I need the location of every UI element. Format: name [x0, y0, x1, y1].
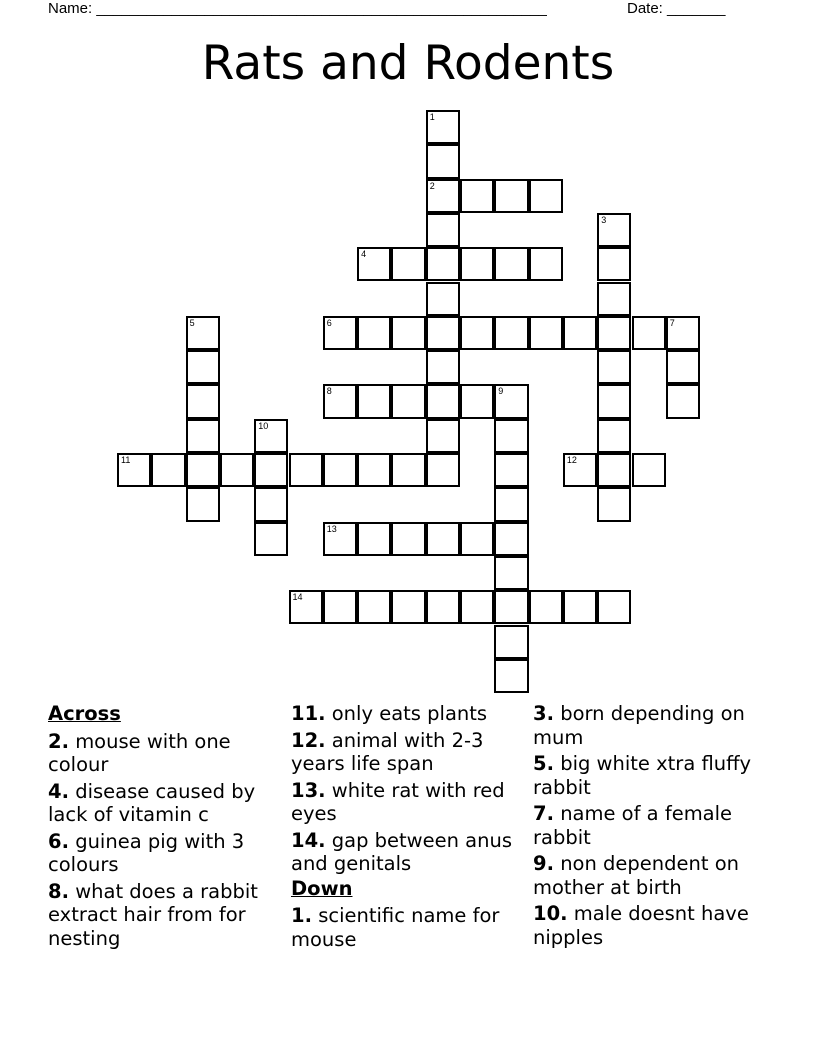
clue-number: 13	[326, 523, 337, 534]
clue-text: guinea pig with 3 colours	[48, 829, 245, 876]
clue-item	[291, 829, 531, 876]
grid-cell[interactable]	[220, 453, 254, 487]
across-heading: Across	[48, 702, 121, 725]
clue-item	[291, 779, 531, 826]
grid-cell[interactable]	[632, 453, 666, 487]
clue-item	[533, 802, 773, 849]
grid-cell[interactable]	[357, 453, 391, 487]
grid-cell[interactable]	[666, 384, 700, 418]
grid-cell[interactable]	[563, 316, 597, 350]
grid-cell[interactable]	[426, 110, 460, 144]
clue-item	[291, 702, 531, 726]
grid-cell[interactable]	[494, 625, 528, 659]
clue-num: 4.	[48, 779, 69, 803]
grid-cell[interactable]	[494, 179, 528, 213]
grid-cell[interactable]	[323, 522, 357, 556]
clue-number: 7	[669, 317, 675, 328]
grid-cell[interactable]	[494, 384, 528, 418]
grid-cell[interactable]	[391, 590, 425, 624]
grid-cell[interactable]	[666, 350, 700, 384]
name-field[interactable]: Name: ______________________________________________________	[48, 0, 547, 17]
grid-cell[interactable]	[254, 487, 288, 521]
clue-item	[48, 880, 288, 951]
clue-num: 9.	[533, 852, 554, 875]
grid-cell[interactable]	[391, 522, 425, 556]
grid-cell[interactable]	[357, 247, 391, 281]
grid-cell[interactable]	[186, 316, 220, 350]
clue-text: name of a female rabbit	[533, 802, 733, 849]
grid-cell[interactable]	[391, 453, 425, 487]
grid-cell[interactable]	[426, 179, 460, 213]
clue-text: male doesnt have nipples	[533, 902, 749, 949]
grid-cell[interactable]	[460, 179, 494, 213]
clue-item	[48, 780, 288, 827]
clue-number: 8	[326, 386, 332, 397]
clue-text: animal with 2-3 years life span	[291, 728, 484, 775]
grid-cell[interactable]	[563, 590, 597, 624]
grid-cell[interactable]	[357, 316, 391, 350]
clue-item	[533, 702, 773, 749]
grid-cell[interactable]	[391, 316, 425, 350]
grid-cell[interactable]	[494, 522, 528, 556]
grid-cell[interactable]	[426, 316, 460, 350]
clue-number: 2	[429, 180, 435, 191]
grid-cell[interactable]	[186, 453, 220, 487]
grid-cell[interactable]	[597, 316, 631, 350]
grid-cell[interactable]	[597, 384, 631, 418]
grid-cell[interactable]	[563, 453, 597, 487]
grid-cell[interactable]	[460, 590, 494, 624]
grid-cell[interactable]	[494, 659, 528, 693]
grid-cell[interactable]	[460, 316, 494, 350]
clue-num: 3.	[533, 702, 554, 725]
clue-num: 10.	[533, 902, 568, 925]
clue-number: 14	[292, 592, 303, 603]
grid-cell[interactable]	[426, 419, 460, 453]
page-title: Rats and Rodents	[201, 36, 615, 91]
clue-number: 1	[429, 112, 435, 122]
clue-num: 14.	[291, 828, 326, 852]
grid-cell[interactable]	[597, 453, 631, 487]
clue-text: white rat with red eyes	[291, 778, 505, 825]
grid-cell[interactable]	[323, 384, 357, 418]
clue-number: 3	[601, 214, 607, 225]
clue-num: 5.	[533, 752, 554, 775]
grid-cell[interactable]	[460, 522, 494, 556]
grid-cell[interactable]	[632, 316, 666, 350]
grid-cell[interactable]	[597, 487, 631, 521]
down-heading: Down	[291, 876, 353, 900]
grid-cell[interactable]	[460, 247, 494, 281]
grid-cell[interactable]	[186, 487, 220, 521]
clue-num: 6.	[48, 829, 69, 853]
clue-num: 2.	[48, 729, 69, 753]
grid-cell[interactable]	[529, 590, 563, 624]
grid-cell[interactable]	[494, 590, 528, 624]
grid-cell[interactable]	[426, 144, 460, 178]
clue-number: 5	[189, 317, 195, 328]
grid-cell[interactable]	[357, 522, 391, 556]
clue-item	[291, 729, 531, 776]
clue-num: 8.	[48, 879, 69, 903]
grid-cell[interactable]	[323, 590, 357, 624]
date-field[interactable]: Date: _______	[627, 0, 726, 17]
clue-num: 7.	[533, 802, 554, 825]
clues-column-2	[291, 702, 531, 954]
clue-num: 13.	[291, 778, 326, 802]
clue-text: mouse with one colour	[48, 729, 231, 776]
grid-cell[interactable]	[186, 384, 220, 418]
grid-cell[interactable]	[391, 384, 425, 418]
grid-cell[interactable]	[323, 316, 357, 350]
grid-cell[interactable]	[597, 350, 631, 384]
grid-cell[interactable]	[494, 556, 528, 590]
grid-cell[interactable]	[494, 453, 528, 487]
clue-num: 12.	[291, 728, 326, 752]
clue-text: non dependent on mother at birth	[533, 852, 740, 899]
grid-cell[interactable]	[357, 384, 391, 418]
grid-cell[interactable]	[426, 453, 460, 487]
grid-cell[interactable]	[494, 247, 528, 281]
grid-cell[interactable]	[186, 419, 220, 453]
clue-item	[48, 730, 288, 777]
grid-cell[interactable]	[597, 419, 631, 453]
grid-cell[interactable]	[597, 213, 631, 247]
grid-cell[interactable]	[529, 179, 563, 213]
grid-cell[interactable]	[494, 419, 528, 453]
clue-text: born depending on mum	[533, 702, 745, 749]
grid-cell[interactable]	[391, 247, 425, 281]
grid-cell[interactable]	[426, 282, 460, 316]
clue-num: 1.	[291, 904, 312, 927]
grid-cell[interactable]	[460, 384, 494, 418]
grid-cell[interactable]	[494, 487, 528, 521]
grid-cell[interactable]	[529, 247, 563, 281]
clues-column-1	[48, 702, 288, 953]
grid-cell[interactable]	[529, 316, 563, 350]
grid-cell[interactable]	[597, 247, 631, 281]
clue-item	[533, 852, 773, 899]
clue-text: gap between anus and genitals	[291, 828, 513, 875]
grid-cell[interactable]	[426, 247, 460, 281]
clue-item	[533, 752, 773, 799]
clue-text: scientific name for mouse	[291, 904, 500, 951]
grid-cell[interactable]	[151, 453, 185, 487]
clue-item	[291, 904, 531, 951]
grid-cell[interactable]	[426, 522, 460, 556]
clue-num: 11.	[291, 702, 326, 725]
grid-cell[interactable]	[254, 419, 288, 453]
grid-cell[interactable]	[666, 316, 700, 350]
grid-cell[interactable]	[597, 590, 631, 624]
clues-column-3	[533, 702, 773, 952]
clue-number: 11	[121, 455, 131, 465]
grid-cell[interactable]	[597, 282, 631, 316]
clue-text: big white xtra fluffy rabbit	[533, 752, 752, 799]
grid-cell[interactable]	[323, 453, 357, 487]
clue-number: 10	[258, 420, 269, 431]
clue-text: what does a rabbit extract hair from for nesting	[48, 879, 258, 950]
clue-number: 4	[361, 249, 367, 260]
clue-number: 12	[566, 455, 577, 465]
grid-cell[interactable]	[426, 384, 460, 418]
clue-text: disease caused by lack of vitamin c	[48, 779, 256, 826]
grid-cell[interactable]	[117, 453, 151, 487]
clue-item	[533, 902, 773, 949]
clue-text: only eats plants	[331, 702, 488, 725]
grid-cell[interactable]	[357, 590, 391, 624]
grid-cell[interactable]	[426, 213, 460, 247]
grid-cell[interactable]	[426, 350, 460, 384]
grid-cell[interactable]	[289, 453, 323, 487]
clue-item	[48, 830, 288, 877]
grid-cell[interactable]	[289, 590, 323, 624]
clue-number: 9	[498, 386, 504, 397]
grid-cell[interactable]	[494, 316, 528, 350]
grid-cell[interactable]	[186, 350, 220, 384]
grid-cell[interactable]	[254, 522, 288, 556]
clue-number: 6	[326, 317, 332, 328]
grid-cell[interactable]	[426, 590, 460, 624]
grid-cell[interactable]	[254, 453, 288, 487]
